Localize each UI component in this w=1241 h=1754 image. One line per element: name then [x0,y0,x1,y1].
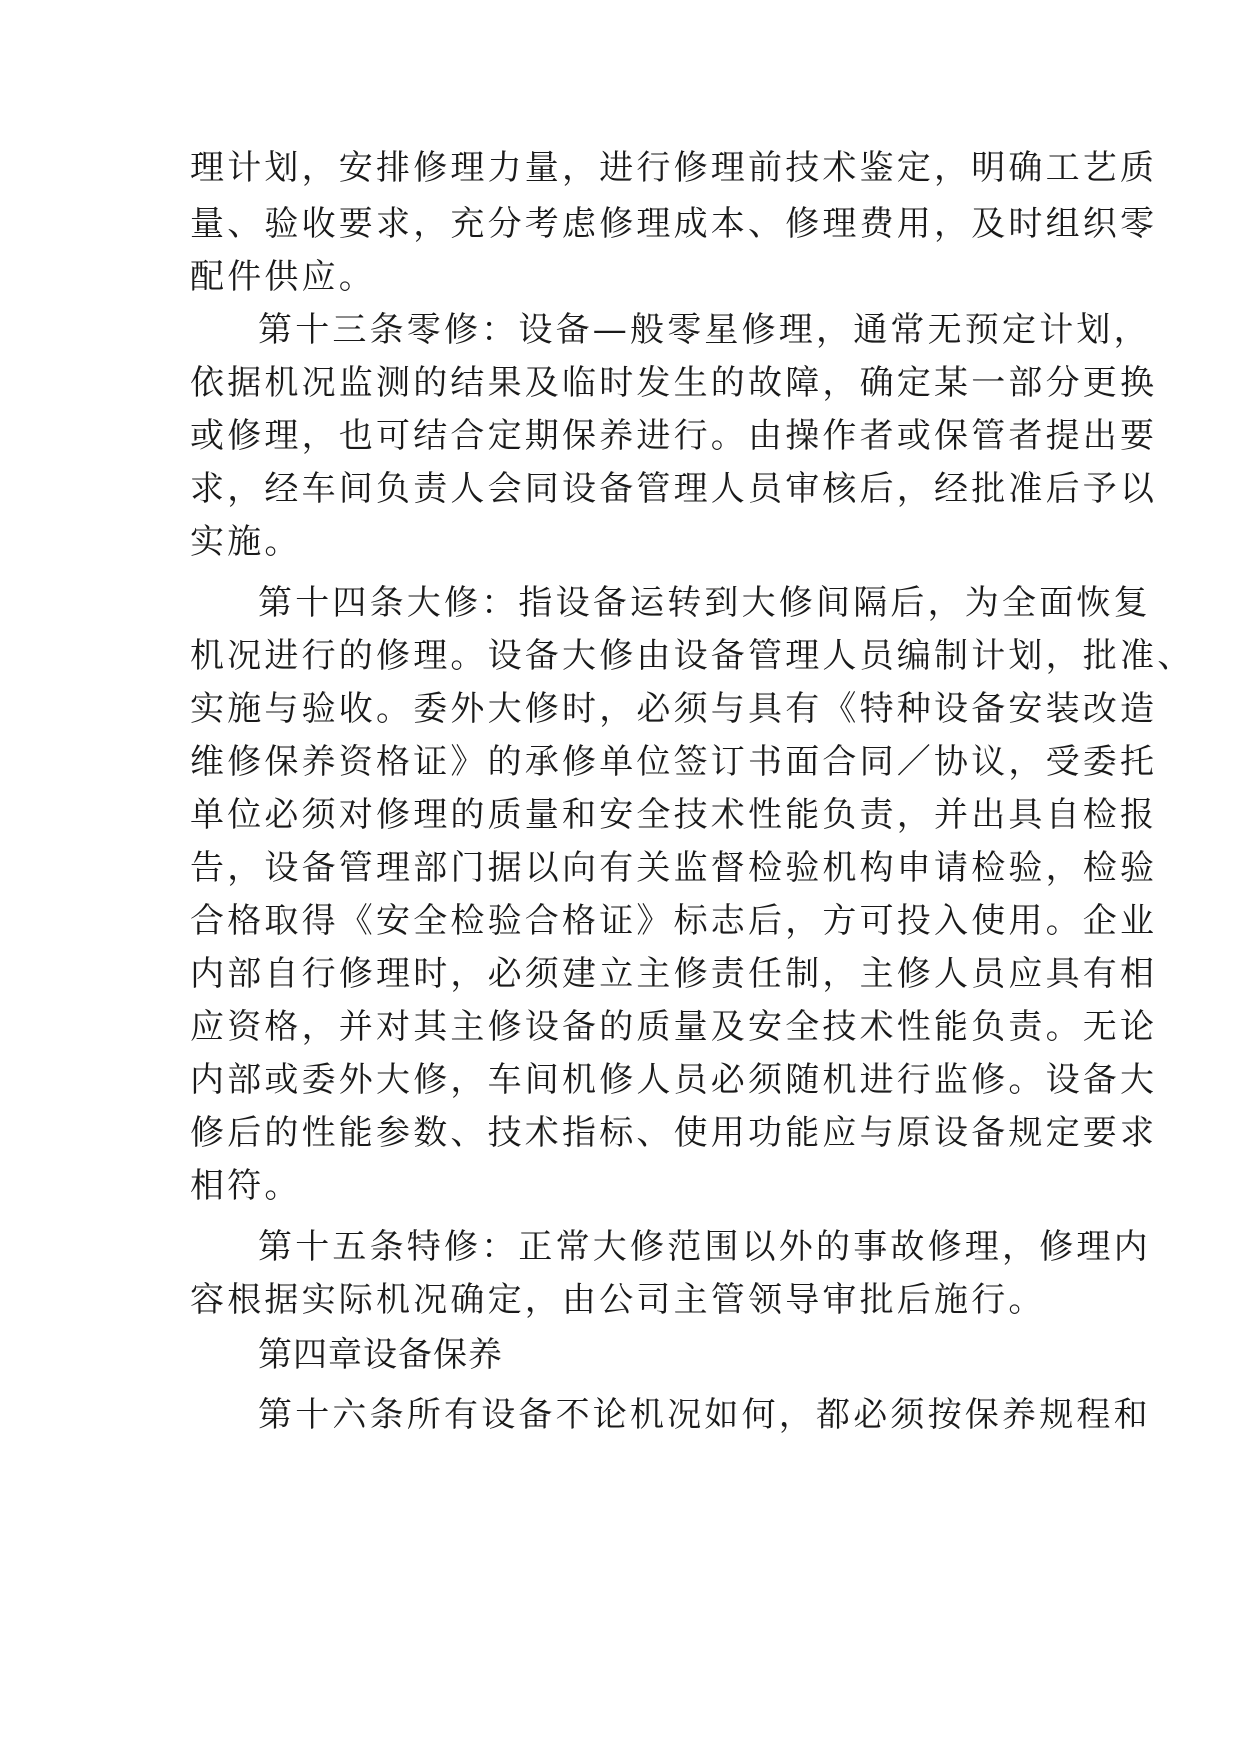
text-line: 应资格，并对其主修设备的质量及安全技术性能负责。无论 [190,1007,1158,1047]
text-line: 第十三条零修：设备—般零星修理，通常无预定计划， [258,310,1151,350]
text-line: 第十五条特修：正常大修范围以外的事故修理，修理内 [258,1227,1151,1267]
text-line: 告，设备管理部门据以向有关监督检验机构申请检验，检验 [190,848,1158,888]
text-line: 理计划，安排修理力量，进行修理前技术鉴定，明确工艺质 [190,148,1158,188]
text-line: 修后的性能参数、技术指标、使用功能应与原设备规定要求 [190,1113,1158,1153]
text-line: 量、验收要求，充分考虑修理成本、修理费用，及时组织零 [190,204,1158,244]
text-line: 机况进行的修理。设备大修由设备管理人员编制计划，批准、 [190,636,1195,676]
text-line: 依据机况监测的结果及临时发生的故障，确定某一部分更换 [190,363,1158,403]
text-line: 实施与验收。委外大修时，必须与具有《特种设备安装改造 [190,689,1158,729]
text-line: 合格取得《安全检验合格证》标志后，方可投入使用。企业 [190,901,1158,941]
text-line: 维修保养资格证》的承修单位签订书面合同／协议，受委托 [190,742,1158,782]
text-line: 第十四条大修：指设备运转到大修间隔后，为全面恢复 [258,583,1151,623]
chapter-heading: 第四章设备保养 [258,1335,503,1375]
text-line: 第十六条所有设备不论机况如何，都必须按保养规程和 [258,1395,1151,1435]
text-line: 求，经车间负责人会同设备管理人员审核后，经批准后予以 [190,469,1158,509]
text-line: 或修理，也可结合定期保养进行。由操作者或保管者提出要 [190,416,1158,456]
text-line: 实施。 [190,522,302,562]
text-line: 单位必须对修理的质量和安全技术性能负责，并出具自检报 [190,795,1158,835]
text-line: 容根据实际机况确定，由公司主管领导审批后施行。 [190,1280,1046,1320]
text-line: 内部自行修理时，必须建立主修责任制，主修人员应具有相 [190,954,1158,994]
text-line: 配件供应。 [190,257,376,297]
text-line: 内部或委外大修，车间机修人员必须随机进行监修。设备大 [190,1060,1158,1100]
text-line: 相符。 [190,1166,302,1206]
